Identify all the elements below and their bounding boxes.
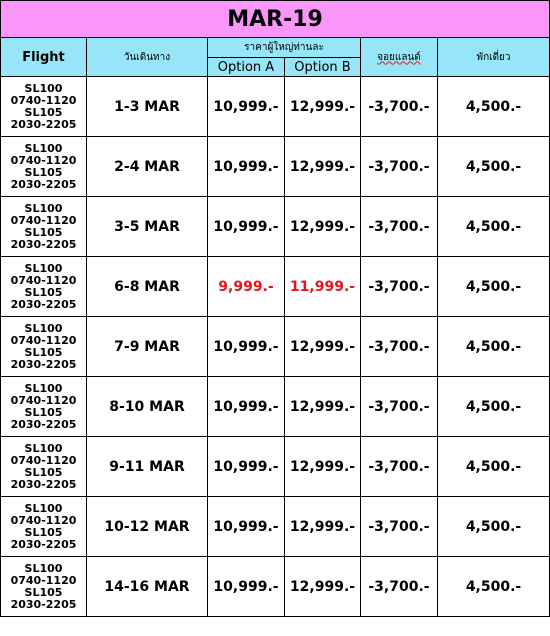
header-join-land-label: จอยแลนด์ — [377, 51, 421, 63]
option-a-price-cell: 10,999.- — [208, 137, 285, 197]
departure-date-cell: 1-3 MAR — [87, 77, 208, 137]
single-supplement-cell: 4,500.- — [438, 317, 550, 377]
flight-line: 2030-2205 — [10, 357, 77, 371]
option-b-price-cell: 12,999.- — [285, 377, 361, 437]
departure-date-cell: 2-4 MAR — [87, 137, 208, 197]
flight-line: 2030-2205 — [10, 537, 77, 551]
flight-line: 2030-2205 — [10, 117, 77, 131]
option-b-price-cell: 12,999.- — [285, 137, 361, 197]
header-adult-price: ราคาผู้ใหญ่ท่านละ — [208, 38, 361, 58]
option-b-price-cell: 11,999.- — [285, 257, 361, 317]
departure-date-cell: 9-11 MAR — [87, 437, 208, 497]
option-a-price-cell: 10,999.- — [208, 437, 285, 497]
flight-line: SL100 — [24, 381, 63, 395]
option-b-price-cell: 12,999.- — [285, 317, 361, 377]
departure-date-cell: 10-12 MAR — [87, 497, 208, 557]
flight-line: SL100 — [24, 321, 63, 335]
single-supplement-cell: 4,500.- — [438, 137, 550, 197]
flight-cell — [1, 377, 87, 437]
option-a-price-cell: 10,999.- — [208, 557, 285, 617]
flight-line: SL105 — [24, 285, 63, 299]
schedule-row — [1, 437, 550, 497]
flight-line: 0740-1120 — [10, 573, 77, 587]
departure-date-cell: 14-16 MAR — [87, 557, 208, 617]
departure-date-cell: 8-10 MAR — [87, 377, 208, 437]
option-a-price-cell: 10,999.- — [208, 377, 285, 437]
flight-line: SL105 — [24, 225, 63, 239]
flight-line: SL100 — [24, 201, 63, 215]
flight-line: 2030-2205 — [10, 417, 77, 431]
join-land-price-cell: -3,700.- — [361, 197, 438, 257]
header-single-supplement: พักเดี่ยว — [438, 38, 550, 77]
join-land-price-cell: -3,700.- — [361, 497, 438, 557]
join-land-price-cell: -3,700.- — [361, 437, 438, 497]
option-a-price-cell: 10,999.- — [208, 497, 285, 557]
join-land-price-cell: -3,700.- — [361, 77, 438, 137]
flight-line: 0740-1120 — [10, 273, 77, 287]
option-b-price-cell: 12,999.- — [285, 437, 361, 497]
flight-line: 0740-1120 — [10, 93, 77, 107]
flight-cell — [1, 77, 87, 137]
schedule-row — [1, 77, 550, 137]
flight-line: 2030-2205 — [10, 177, 77, 191]
departure-date-cell: 7-9 MAR — [87, 317, 208, 377]
join-land-price-cell: -3,700.- — [361, 137, 438, 197]
flight-line: SL100 — [24, 81, 63, 95]
schedule-row — [1, 197, 550, 257]
single-supplement-cell: 4,500.- — [438, 377, 550, 437]
flight-line: SL105 — [24, 405, 63, 419]
flight-line: 0740-1120 — [10, 393, 77, 407]
join-land-price-cell: -3,700.- — [361, 557, 438, 617]
flight-cell — [1, 437, 87, 497]
flight-cell — [1, 197, 87, 257]
flight-line: 0740-1120 — [10, 153, 77, 167]
flight-line: 2030-2205 — [10, 477, 77, 491]
flight-line: 0740-1120 — [10, 333, 77, 347]
flight-cell — [1, 557, 87, 617]
flight-line: 2030-2205 — [10, 597, 77, 611]
departure-date-cell: 3-5 MAR — [87, 197, 208, 257]
option-b-price-cell: 12,999.- — [285, 77, 361, 137]
option-b-price-cell: 12,999.- — [285, 557, 361, 617]
join-land-price-cell: -3,700.- — [361, 257, 438, 317]
option-a-price-cell: 10,999.- — [208, 317, 285, 377]
flight-cell — [1, 257, 87, 317]
flight-cell — [1, 497, 87, 557]
flight-line: SL100 — [24, 501, 63, 515]
flight-line: SL100 — [24, 261, 63, 275]
option-a-price-cell: 10,999.- — [208, 197, 285, 257]
option-b-price-cell: 12,999.- — [285, 197, 361, 257]
schedule-row — [1, 257, 550, 317]
month-title: MAR-19 — [1, 1, 550, 38]
flight-cell — [1, 137, 87, 197]
single-supplement-cell: 4,500.- — [438, 437, 550, 497]
single-supplement-cell: 4,500.- — [438, 257, 550, 317]
option-a-price-cell: 10,999.- — [208, 77, 285, 137]
flight-line: 2030-2205 — [10, 237, 77, 251]
schedule-row — [1, 317, 550, 377]
departure-date-cell: 6-8 MAR — [87, 257, 208, 317]
flight-line: SL100 — [24, 441, 63, 455]
flight-line: 0740-1120 — [10, 453, 77, 467]
flight-line: SL105 — [24, 345, 63, 359]
single-supplement-cell: 4,500.- — [438, 557, 550, 617]
schedule-row — [1, 497, 550, 557]
flight-line: SL105 — [24, 105, 63, 119]
flight-line: SL100 — [24, 561, 63, 575]
header-option-a: Option A — [208, 58, 285, 77]
single-supplement-cell: 4,500.- — [438, 497, 550, 557]
join-land-price-cell: -3,700.- — [361, 377, 438, 437]
flight-line: SL105 — [24, 585, 63, 599]
schedule-row — [1, 557, 550, 617]
flight-line: 0740-1120 — [10, 513, 77, 527]
flight-line: SL105 — [24, 165, 63, 179]
schedule-row — [1, 377, 550, 437]
flight-line: 0740-1120 — [10, 213, 77, 227]
header-departure-date: วันเดินทาง — [87, 38, 208, 77]
header-join-land — [361, 38, 438, 77]
flight-line: SL105 — [24, 525, 63, 539]
flight-line: SL100 — [24, 141, 63, 155]
header-flight: Flight — [1, 38, 87, 77]
header-option-b: Option B — [285, 58, 361, 77]
join-land-price-cell: -3,700.- — [361, 317, 438, 377]
schedule-row — [1, 137, 550, 197]
option-a-price-cell: 9,999.- — [208, 257, 285, 317]
option-b-price-cell: 12,999.- — [285, 497, 361, 557]
flight-line: 2030-2205 — [10, 297, 77, 311]
single-supplement-cell: 4,500.- — [438, 197, 550, 257]
flight-line: SL105 — [24, 465, 63, 479]
single-supplement-cell: 4,500.- — [438, 77, 550, 137]
flight-cell — [1, 317, 87, 377]
